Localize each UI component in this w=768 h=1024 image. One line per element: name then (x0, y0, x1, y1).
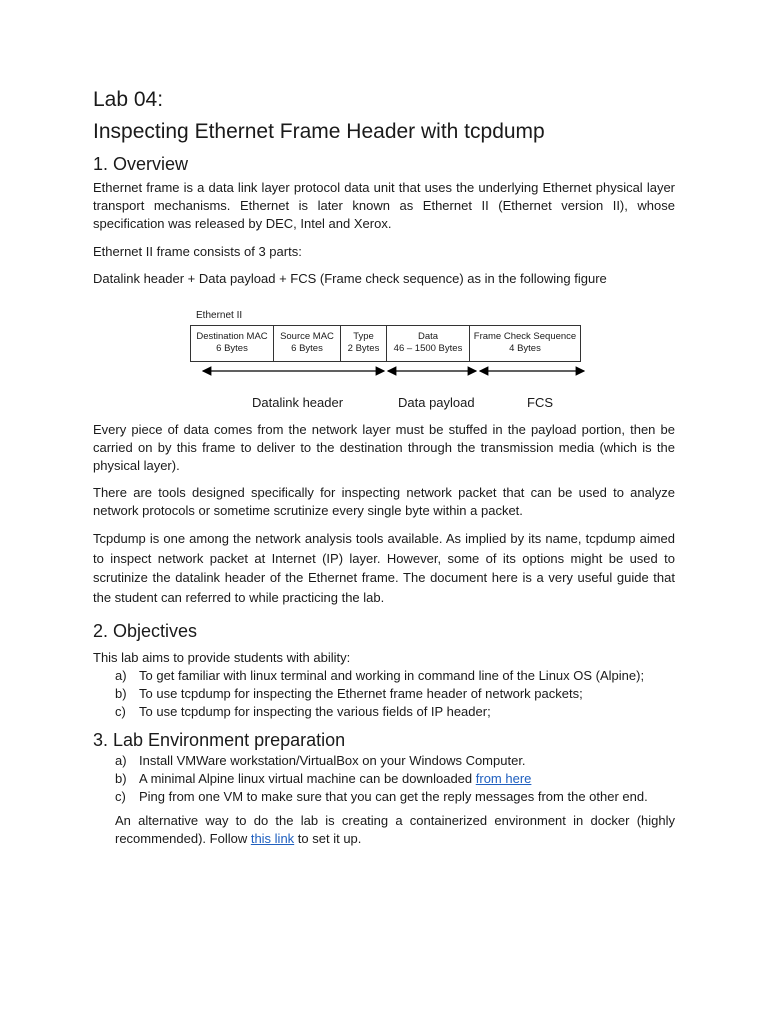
list-marker: c) (115, 789, 126, 804)
field-size: 46 – 1500 Bytes (393, 343, 463, 354)
list-marker: c) (115, 704, 126, 719)
list-item (93, 788, 675, 806)
list-text: A minimal Alpine linux virtual machine can be downloaded (139, 771, 476, 786)
overview-paragraph-1: Ethernet frame is a data link layer protocol data unit that uses the underlying Ethernet physical layer transport mechanisms. Ethernet is later known as Ethernet II (Ethernet version II), whose specification was released by DEC, Intel and Xerox. (93, 180, 675, 231)
field-name: Data (417, 331, 439, 342)
list-text: To use tcpdump for inspecting the various fields of IP header; (139, 704, 491, 719)
list-marker: b) (115, 771, 127, 786)
alternative-paragraph (93, 812, 675, 848)
list-marker: b) (115, 686, 127, 701)
environment-list (93, 752, 675, 806)
page-title: Inspecting Ethernet Frame Header with tcpdump (93, 120, 545, 143)
list-text-with-link (139, 770, 531, 788)
list-item (93, 667, 675, 685)
field-name: Frame Check Sequence (473, 331, 577, 342)
field-size: 2 Bytes (347, 343, 380, 354)
body-paragraph-2: There are tools designed specifically for inspecting network packet that can be used to analyze network protocols or sometime scrutinize every single byte within a packet. (93, 485, 675, 518)
list-item (93, 685, 675, 703)
field-name: Source MAC (280, 331, 334, 342)
segment-label-datalink: Datalink header (252, 395, 344, 410)
field-size: 6 Bytes (216, 343, 248, 354)
field-size: 4 Bytes (509, 343, 541, 354)
list-item (93, 770, 675, 788)
ethernet-frame-figure (93, 300, 675, 412)
list-text: Ping from one VM to make sure that you can get the reply messages from the other end. (139, 789, 648, 804)
overview-paragraph-2: Ethernet II frame consists of 3 parts: (93, 244, 302, 259)
overview-paragraph-3: Datalink header + Data payload + FCS (Frame check sequence) as in the following figure (93, 271, 607, 286)
download-link[interactable]: from here (475, 771, 532, 786)
segment-arrows (93, 300, 675, 412)
figure-caption: Ethernet II (196, 310, 243, 321)
field-name: Destination MAC (196, 331, 268, 342)
list-item (93, 752, 675, 770)
list-text: Install VMWare workstation/VirtualBox on your Windows Computer. (139, 753, 526, 768)
segment-label-fcs: FCS (527, 395, 553, 410)
overview-heading: 1. Overview (93, 154, 189, 174)
list-text: To use tcpdump for inspecting the Ethernet frame header of network packets; (139, 686, 583, 701)
document-body (93, 86, 675, 848)
objectives-intro: This lab aims to provide students with ability: (93, 650, 351, 665)
objectives-list (93, 667, 675, 721)
list-marker: a) (115, 753, 127, 768)
docker-setup-link[interactable]: this link (250, 831, 295, 846)
segment-label-payload: Data payload (398, 395, 475, 410)
field-size: 6 Bytes (291, 343, 323, 354)
alternative-text: An alternative way to do the lab is creating a containerized environment in docker (highly recommended). Follow (115, 813, 675, 846)
lab-number: Lab 04: (93, 88, 164, 111)
field-name: Type (353, 331, 374, 342)
list-item (93, 703, 675, 721)
body-paragraph-1: Every piece of data comes from the network layer must be stuffed in the payload portion, then be carried on by this frame to deliver to the destination through the transmission media (which is the physical layer). (93, 422, 675, 473)
list-text: To get familiar with linux terminal and working in command line of the Linux OS (Alpine); (139, 668, 645, 683)
environment-heading: 3. Lab Environment preparation (93, 730, 346, 750)
body-paragraph-3: Tcpdump is one among the network analysis tools available. As implied by its name, tcpdump aimed to inspect network packet at Internet (IP) layer. However, some of its options might be used to scrutinize the datalink header of the Ethernet frame. The document here is a very useful guide that the student can referred to while practicing the lab. (93, 531, 675, 605)
alternative-text-end: to set it up. (294, 831, 362, 846)
list-marker: a) (115, 668, 127, 683)
objectives-heading: 2. Objectives (93, 621, 198, 641)
